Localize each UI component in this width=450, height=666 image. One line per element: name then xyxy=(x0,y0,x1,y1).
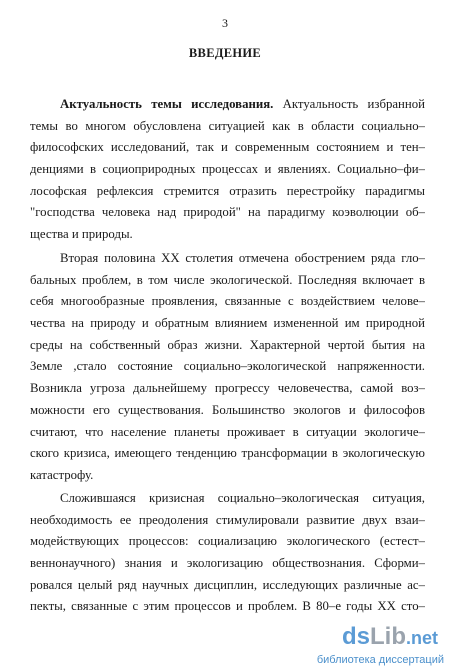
page-number: 3 xyxy=(222,16,228,30)
paragraph-line: темы во многом обусловлена ситуацией как в области социально– xyxy=(30,118,425,133)
paragraph-line: катастрофу. xyxy=(30,467,94,482)
paragraph-line: Сложившаяся кризисная социально–экологическая ситуация, xyxy=(60,491,425,505)
paragraph-line: Земле ,стало состояние социально–экологической напряженности. xyxy=(30,359,425,374)
paragraph-1 xyxy=(30,94,425,246)
paragraph-line: Вторая половина XX столетия отмечена обострением ряда гло– xyxy=(60,251,425,265)
paragraph-line: философских исследований, так и современным состоянием и тен– xyxy=(30,140,425,155)
paragraph-line: Актуальность темы исследования. Актуальность избранной xyxy=(60,97,425,111)
paragraph-line: модействующих процессов: социализацию экологического (естест– xyxy=(30,534,425,549)
paragraph-line: чества на природу и обратным влиянием измененной им природной xyxy=(30,316,425,331)
paragraph-lead: Актуальность темы исследования. xyxy=(60,97,274,111)
paragraph-line: необходимость ее преодоления стимулировали развитие двух взаи– xyxy=(30,512,425,527)
section-heading: ВВЕДЕНИЕ xyxy=(188,46,262,60)
paragraph-line: пекты, связанные с этим процессов и проблем. В 80–е годы XX сто– xyxy=(30,599,425,614)
paragraph-line: "господства человека над природой" на парадигму коэволюции об– xyxy=(30,205,425,220)
paragraph-line: считают, что население планеты проживает в ситуации экологиче– xyxy=(30,424,425,439)
dslib-logo: dsLib.net xyxy=(341,623,438,650)
dslib-caption: библиотека диссертаций xyxy=(316,654,444,666)
paragraph-line: лософская рефлексия стремится отразить перестройку парадигмы xyxy=(30,183,425,198)
paragraph-line: Возникла угроза дальнейшему прогрессу человечества, самой воз– xyxy=(30,381,425,396)
paragraph-3 xyxy=(30,488,425,618)
dslib-watermark[interactable] xyxy=(340,623,442,652)
paragraph-line: бальных проблем, в том числе экологической. Последняя включает в xyxy=(30,272,425,287)
paragraph-line: щества и природы. xyxy=(30,227,133,242)
paragraph-2 xyxy=(30,248,425,487)
paragraph-line: ровался целый ряд научных дисциплин, исследующих различные ас– xyxy=(30,577,425,592)
paragraph-line: денциями в социоприродных процессах и явлениях. Социально–фи– xyxy=(30,162,425,177)
paragraph-line: среды на собственный образ жизни. Характерной чертой бытия на xyxy=(30,337,425,352)
paragraph-line: ского кризиса, имеющего тенденцию трансформации в экологическую xyxy=(30,446,425,461)
paragraph-line: веннонаучного) знания и экологизацию обществознания. Сформи– xyxy=(30,556,425,571)
paragraph-line: можности его существования. Большинство экологов и философов xyxy=(30,402,425,417)
paragraph-line: себя многообразные проявления, связанные с воздействием челове– xyxy=(30,294,425,309)
